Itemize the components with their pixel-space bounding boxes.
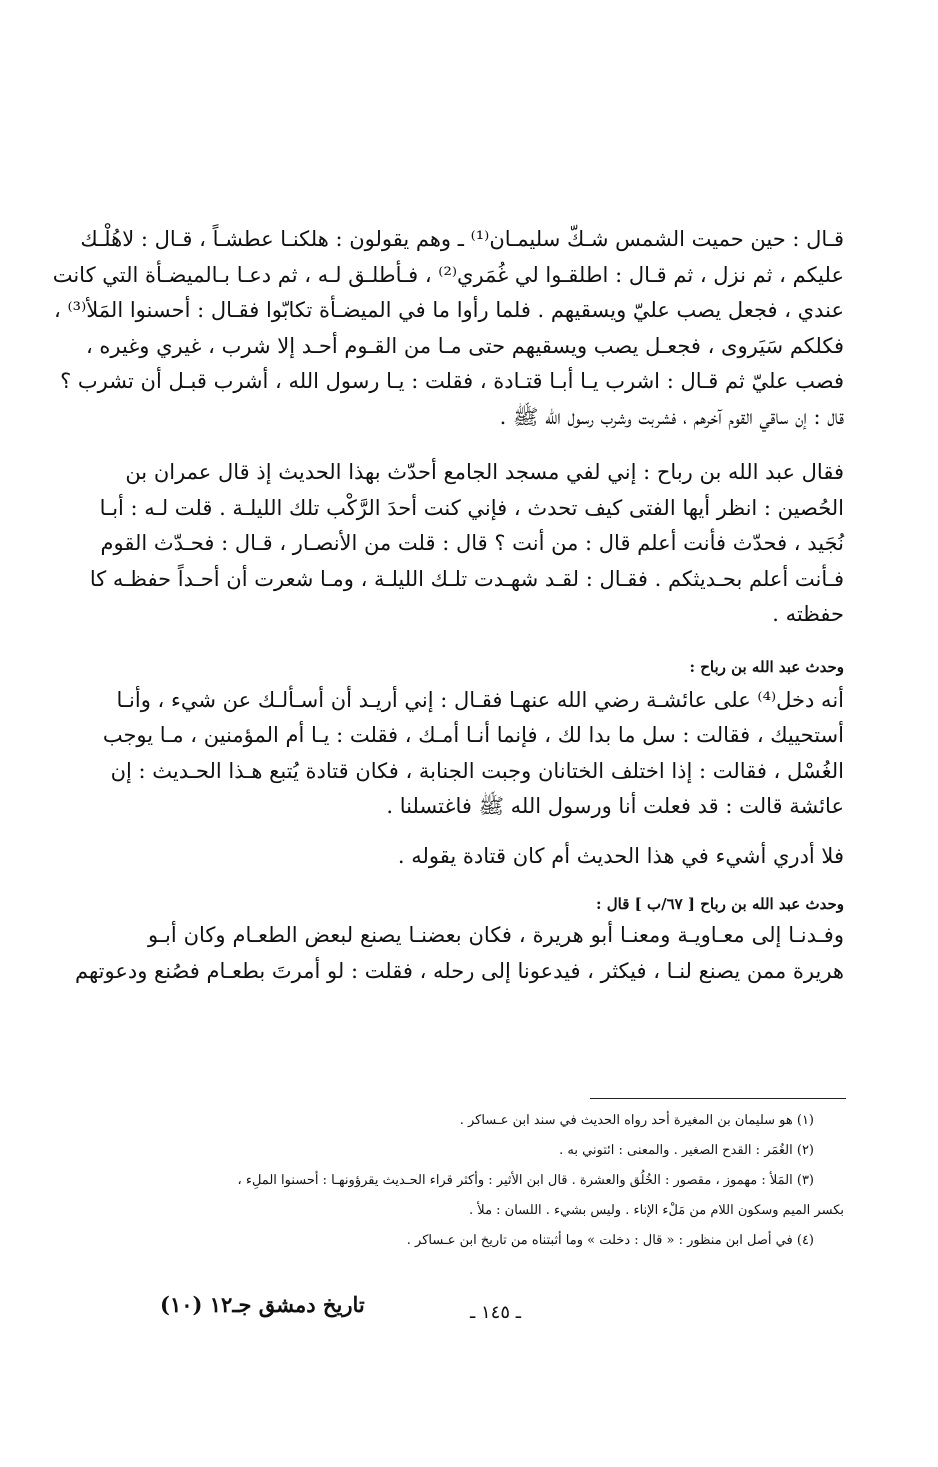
- text-line: فلا أدري أشيء في هذا الحديث أم كان قتادة يقوله .: [397, 843, 844, 868]
- page-footer: [148, 1292, 844, 1336]
- text-line: هريرة ممن يصنع لنـا ، فيكثر ، فيدعونا إلى رحله ، فقلت : لو أمرتَ بطعـام فصُنع ودعوتهم: [74, 958, 844, 983]
- text-line: عليكم ، ثم نزل ، ثم قـال : اطلقـوا لي غُمَري⁽²⁾ ، فـأطلـق لـه ، ثم دعـا بـالميضـأة التي كانت: [52, 262, 844, 287]
- text-line: أنه دخل⁽⁴⁾ على عائشـة رضي الله عنهـا فقـال : إني أريـد أن أسـألـك عن شيء ، وأنـا: [116, 687, 844, 712]
- text-line: قال : إن ساقي القوم آخرهم ، فشربت وشرب رسول الله ﷺ .: [499, 404, 844, 429]
- text-line: عندي ، فجعل يصب عليّ ويسقيهم . فلما رأوا ما في الميضـأة تكابّوا فقـال : أحسنوا المَلأ⁽³⁾ ،: [54, 298, 844, 322]
- main-text: [52, 222, 844, 989]
- footnote: (٤) في أصل ابن منظور : « قال : دخلت » وما أثبتناه من تاريخ ابن عـساكر .: [406, 1233, 814, 1248]
- footnote: (١) هو سليمان بن المغيرة أحد رواه الحديث في سند ابن عـساكر .: [459, 1113, 814, 1128]
- paragraph-5: [74, 918, 844, 989]
- footnote: (٢) الغُمَر : القدح الصغير . والمعنى : ائتوني به .: [559, 1143, 814, 1158]
- text-line: نُجَيد ، فحدّث فأنت أعلم قال : من أنت ؟ قال : قلت من الأنصـار ، قـال : فحـدّث القوم: [100, 531, 844, 555]
- text-line: فـأنت أعلم بحـديثكم . فقـال : لقـد شهـدت تلـك الليلـة ، ومـا شعرت أن أحـداً حفظـه كا: [89, 566, 844, 591]
- text-line: الحُصين : انظر أيها الفتى كيف تحدث ، فإني كنت أحدَ الرَّكْب تلك الليلـة . قلت لـه : أبـا: [99, 495, 844, 520]
- paragraph-1: [52, 222, 844, 435]
- text-line: عائشة قالت : قد فعلت أنا ورسول الله ﷺ فاغتسلنا .: [386, 794, 844, 818]
- paragraph-2: [89, 455, 844, 633]
- page-number: ـ ١٤٥ ـ: [470, 1302, 522, 1323]
- paragraph-4: [148, 839, 844, 875]
- text-line: حفظته .: [772, 602, 844, 626]
- text-line: فكلكم سَيَروى ، فجعـل يصب ويسقيهم حتى مـا من القـوم أحـد إلا شرب ، غيري وغيره ،: [85, 333, 844, 358]
- footnote: (٣) المَلأ : مهموز ، مقصور : الخُلُق والعشرة . قال ابن الأثير : وأكثر قراء الحـديث يقرؤونهـا : أحسنوا الملِء ،: [237, 1173, 814, 1188]
- text-line: أستحييك ، فقالت : سل ما بدا لك ، فإنما أنـا أمـك ، فقلت : يـا أم المؤمنين ، مـا يوجب: [102, 723, 844, 747]
- section-heading: وحدث عبد الله بن رباح [ ٦٧/ب ] قال :: [596, 895, 844, 913]
- text-line: فقال عبد الله بن رباح : إني لفي مسجد الجامع أحدّث بهذا الحديث إذ قال عمران بن: [125, 460, 844, 484]
- book-title: تاريخ دمشق جـ١٢ (١٠): [160, 1292, 365, 1317]
- text-line: فصب عليّ ثم قـال : اشرب يـا أبـا قتـادة ، فقلت : يـا رسول الله ، أشرب قبـل أن تشرب ؟: [60, 369, 844, 393]
- paragraph-3: [102, 683, 844, 825]
- text-line: الغُسْل ، فقالت : إذا اختلف الختانان وجبت الجنابة ، فكان قتادة يُتبع هـذا الحـديث : إن: [110, 758, 844, 783]
- footnote-continuation: بكسر الميم وسكون اللام من مَلْء الإناء . وليس بشيء . اللسان : ملأ .: [469, 1203, 844, 1218]
- text-line: قـال : حين حميت الشمس شـكّ سليمـان⁽¹⁾ ـ وهم يقولون : هلكنـا عطشـاً ، قـال : لاهُلْـك: [80, 227, 844, 251]
- text-line: وفـدنـا إلى معـاويـة ومعنـا أبو هريرة ، فكان بعضنـا يصنع لبعض الطعـام وكان أبـو: [148, 923, 844, 947]
- section-heading: وحدث عبد الله بن رباح :: [689, 657, 844, 676]
- footnote-divider: [590, 1098, 846, 1099]
- footnotes: [148, 1106, 844, 1256]
